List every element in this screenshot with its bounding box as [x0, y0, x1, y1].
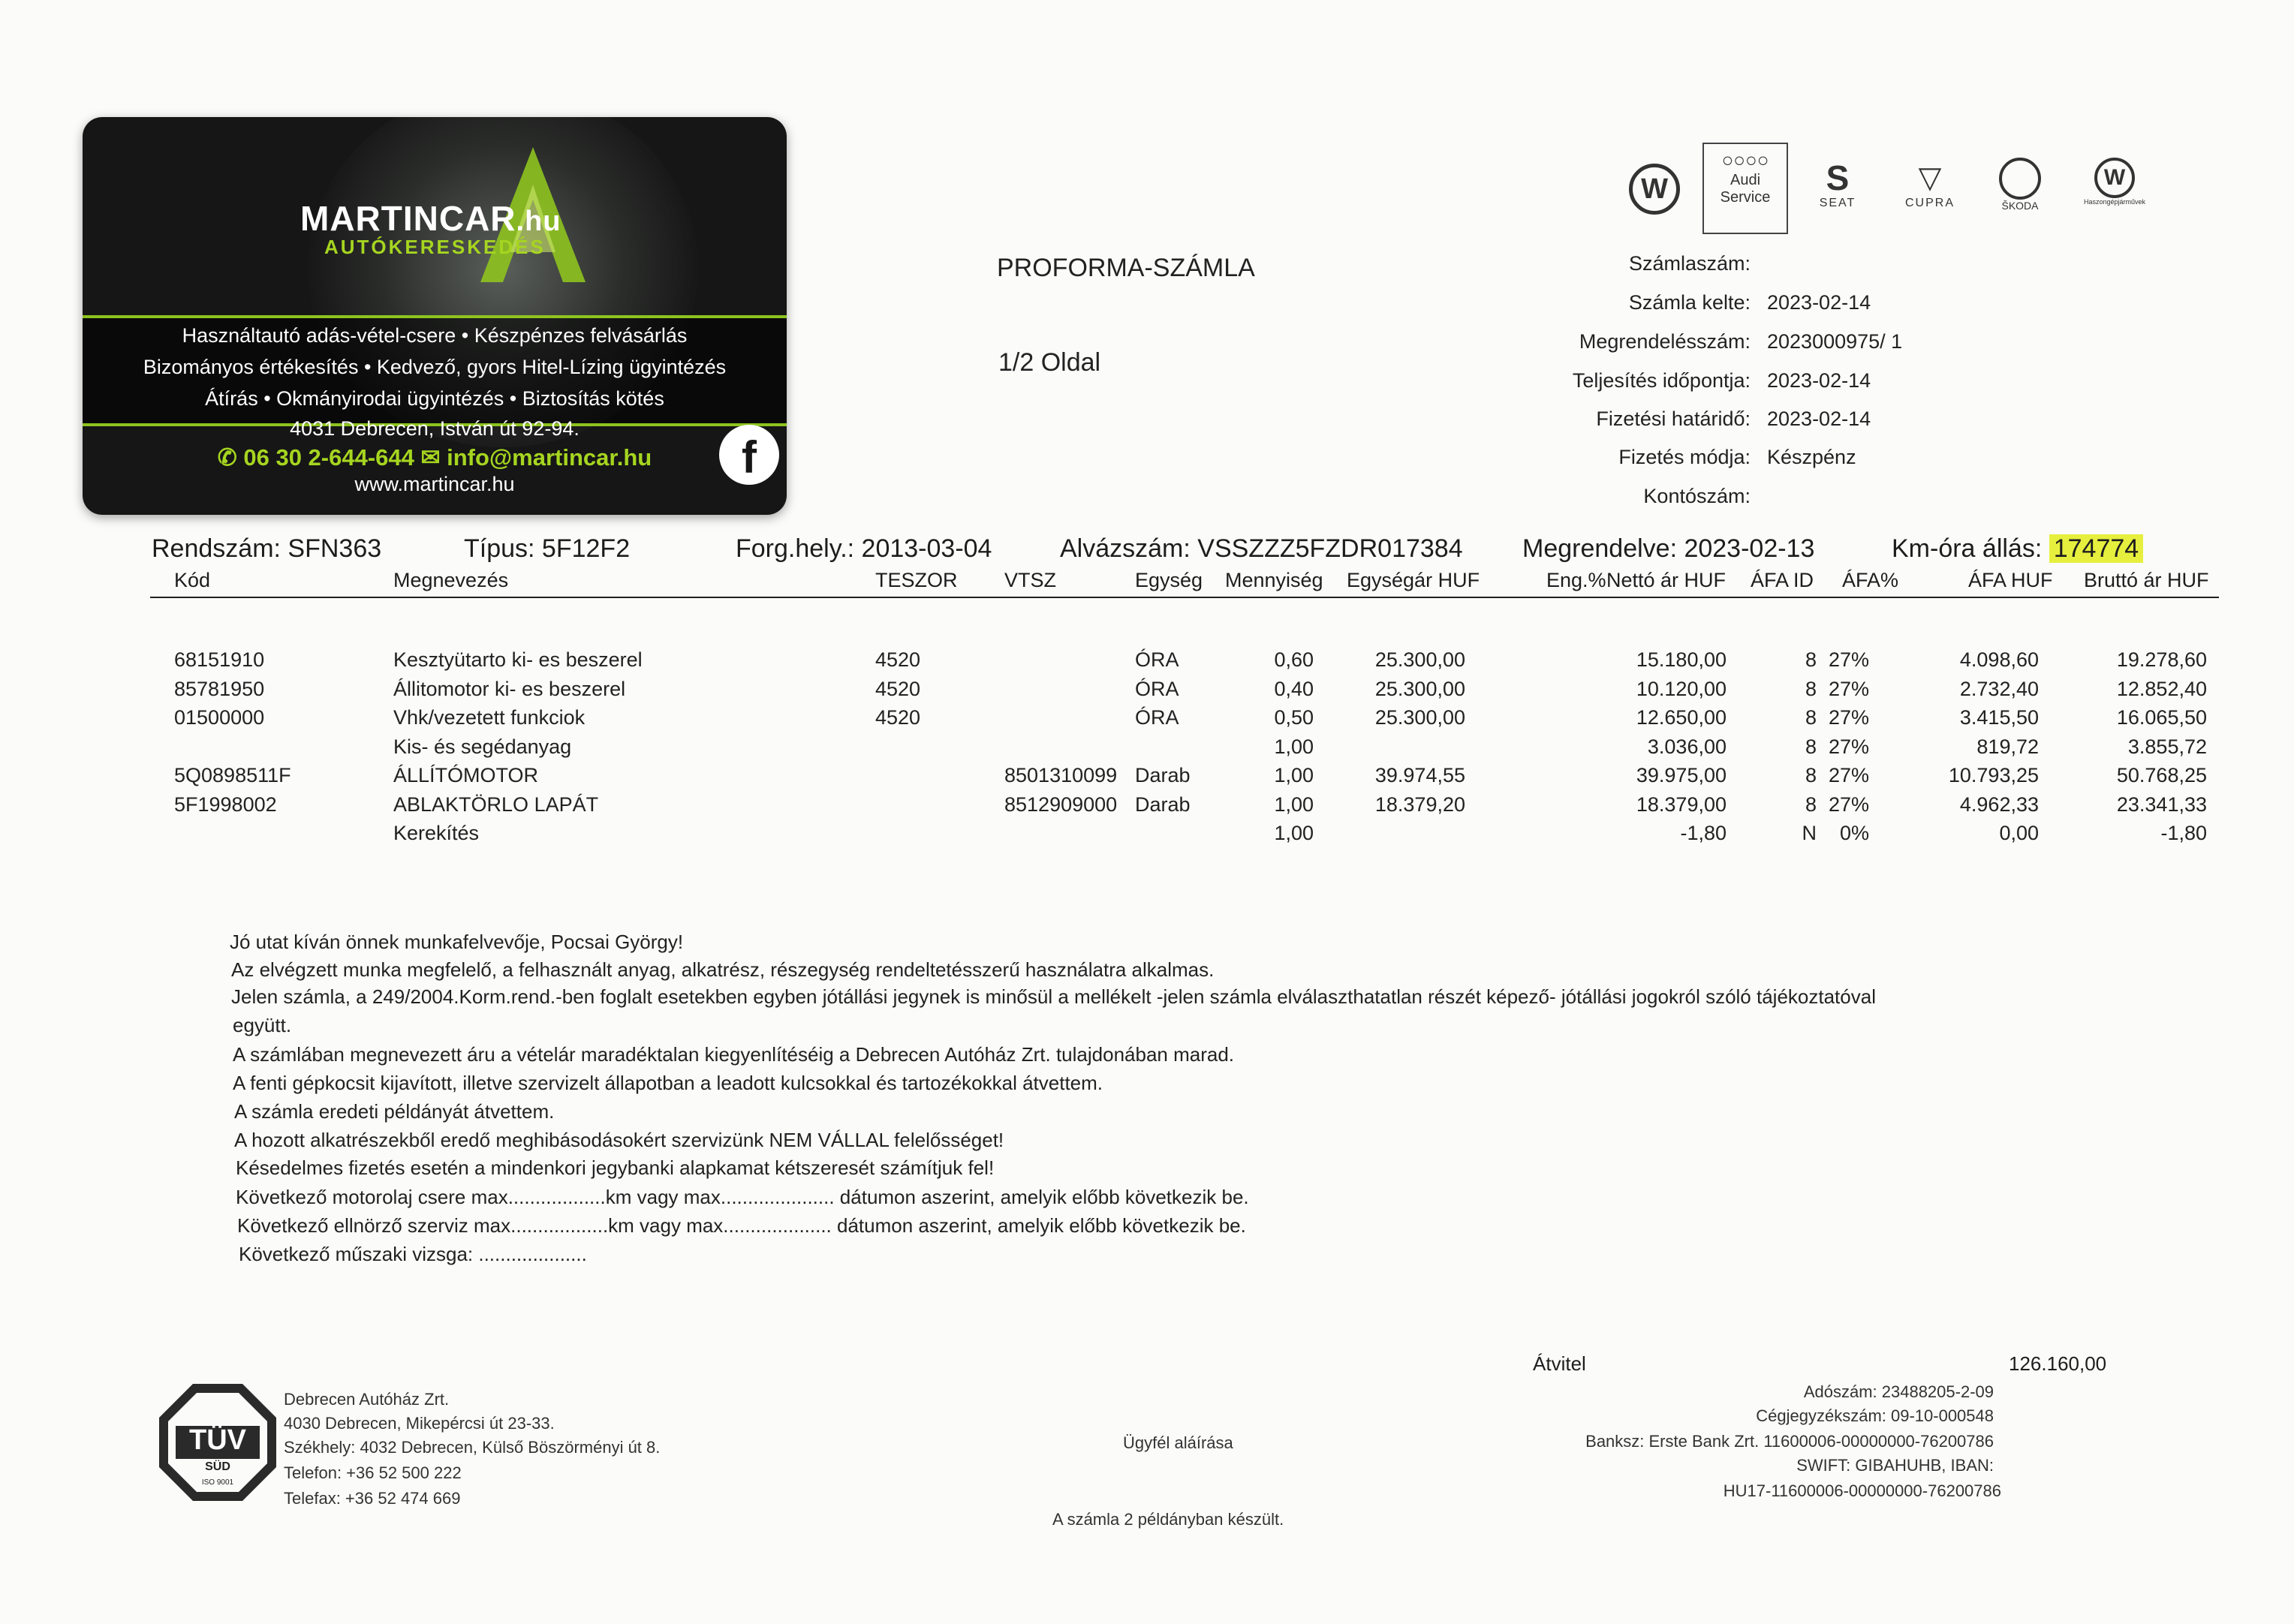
- note-line: A számlában megnevezett áru a vételár maradéktalan kiegyenlítéséig a Debrecen Autóház Zrt. tulajdonában marad.: [233, 1043, 1235, 1066]
- note-line: Következő motorolaj csere max..................km vagy max..................... dátumon aszerint, amelyik előbb következik be.: [236, 1186, 1249, 1208]
- cell-mennyiseg: 0,50: [1274, 706, 1314, 729]
- audi-label: Audi: [1730, 172, 1761, 188]
- cell-afa-pct: 27%: [1828, 706, 1869, 729]
- cell-teszor: 4520: [875, 706, 921, 729]
- meta-label: Számla kelte:: [1628, 291, 1751, 314]
- cell-kod: 85781950: [174, 677, 265, 700]
- iso-label: ISO 9001: [201, 1478, 234, 1487]
- cell-egyseg: ÓRA: [1135, 648, 1179, 671]
- cell-kod: 5F1998002: [174, 792, 277, 816]
- cell-afa-huf: 4.962,33: [1959, 792, 2039, 816]
- cell-egyseg: ÓRA: [1135, 677, 1179, 700]
- cell-afa-huf: 10.793,25: [1948, 764, 2039, 786]
- bank-line: Banksz: Erste Bank Zrt. 11600006-00000000-76200786: [1585, 1432, 1994, 1451]
- cupra-triangle-icon: ▽: [1918, 161, 1942, 194]
- cell-afa-pct: 27%: [1828, 764, 1869, 786]
- company-line: Telefax: +36 52 474 669: [284, 1489, 461, 1508]
- cell-netto: 15.180,00: [1636, 648, 1727, 671]
- card-service-line: Használtautó adás-vétel-csere • Készpénzes felvásárlás: [182, 324, 688, 347]
- company-line: 4030 Debrecen, Mikepércsi út 23-33.: [284, 1414, 555, 1433]
- cell-afa-huf: 2.732,40: [1959, 677, 2039, 700]
- meta-label: Számlaszám:: [1628, 252, 1751, 275]
- cell-teszor: 4520: [875, 648, 921, 671]
- meta-label: Megrendelésszám:: [1579, 330, 1751, 353]
- cell-afa-pct: 27%: [1828, 648, 1869, 671]
- cell-afa-id: 8: [1805, 792, 1817, 816]
- km-ora-allas: [1892, 534, 2143, 564]
- col-header-afa-id: ÁFA ID: [1751, 569, 1814, 591]
- cell-mennyiseg: 0,60: [1274, 648, 1314, 671]
- cell-vtsz: 8501310099: [1004, 764, 1118, 786]
- note-line: A hozott alkatrészekből eredő meghibásodásokért szervizünk NEM VÁLLAL felelősséget!: [234, 1129, 1004, 1151]
- audi-service-logo: [1702, 143, 1788, 234]
- note-line: A számla eredeti példányát átvettem.: [234, 1100, 555, 1123]
- meta-value: 2023-02-14: [1767, 408, 1871, 430]
- cell-netto: 10.120,00: [1636, 677, 1727, 700]
- cell-afa-pct: 0%: [1839, 822, 1869, 844]
- cell-megnevezes: Kesztyütarto ki- es beszerel: [393, 648, 643, 671]
- meta-label: Fizetési határidő:: [1596, 408, 1751, 430]
- cell-megnevezes: ABLAKTÖRLO LAPÁT: [393, 792, 599, 816]
- seat-label: SEAT: [1819, 197, 1856, 209]
- col-header-kod: Kód: [174, 569, 211, 591]
- forgalomba-helyezes: Forg.hely.: 2013-03-04: [736, 534, 992, 563]
- cell-kod: 5Q0898511F: [174, 764, 291, 786]
- cell-egysegar: 25.300,00: [1374, 706, 1465, 729]
- document-title: PROFORMA-SZÁMLA: [997, 254, 1255, 282]
- cell-megnevezes: Állitomotor ki- es beszerel: [393, 677, 626, 700]
- card-service-line: Bizományos értékesítés • Kedvező, gyors Hitel-Lízing ügyintézés: [143, 356, 727, 378]
- service-label: Service: [1720, 189, 1771, 206]
- card-subtitle: AUTÓKERESKEDÉS: [324, 236, 546, 258]
- km-label: Km-óra állás:: [1892, 534, 2043, 563]
- seat-s-icon: S: [1826, 158, 1850, 197]
- cell-afa-huf: 4.098,60: [1959, 648, 2039, 671]
- audi-rings-icon: ○○○○: [1721, 149, 1769, 171]
- rendszam: Rendszám: SFN363: [152, 534, 382, 563]
- cell-afa-id: 8: [1805, 648, 1817, 671]
- meta-label: Fizetés módja:: [1618, 446, 1751, 468]
- cell-egyseg: ÓRA: [1135, 706, 1179, 729]
- card-web: www.martincar.hu: [354, 473, 515, 495]
- cell-kod: 68151910: [174, 648, 265, 671]
- note-line: Jó utat kíván önnek munkafelvevője, Pocsai György!: [230, 931, 684, 953]
- company-line: Telefon: +36 52 500 222: [284, 1463, 462, 1482]
- cell-egysegar: 25.300,00: [1374, 677, 1465, 700]
- company-line: Székhely: 4032 Debrecen, Külső Böszörményi út 8.: [284, 1438, 661, 1457]
- note-line: A fenti gépkocsit kijavított, illetve szervizelt állapotban a leadott kulcsokkal és tartozékokkal átvettem.: [233, 1072, 1103, 1094]
- cupra-logo: [1889, 159, 1971, 210]
- note-line: Késedelmes fizetés esetén a mindenkori jegybanki alapkamat kétszeresét számítjuk fel!: [236, 1156, 995, 1179]
- cell-afa-huf: 0,00: [1999, 822, 2039, 844]
- cell-netto: 39.975,00: [1636, 764, 1727, 786]
- note-line: Következő ellnörző szerviz max..................km vagy max.................... dátumon aszerint, amelyik előbb következik be.: [237, 1214, 1246, 1237]
- meta-value: 2023-02-14: [1767, 369, 1871, 392]
- seat-logo: [1800, 159, 1875, 210]
- meta-label: Kontószám:: [1643, 485, 1751, 507]
- col-header-megnevezes: Megnevezés: [393, 569, 509, 591]
- card-service-line: Átírás • Okmányirodai ügyintézés • Biztosítás kötés: [205, 387, 664, 410]
- meta-value: 2023-02-14: [1767, 291, 1871, 314]
- business-card: [83, 117, 787, 515]
- megrendelve: Megrendelve: 2023-02-13: [1522, 534, 1815, 563]
- copies-note: A számla 2 példányban készült.: [1052, 1510, 1284, 1529]
- cell-brutto: 19.278,60: [2116, 648, 2207, 671]
- cell-afa-id: 8: [1805, 764, 1817, 786]
- cell-afa-id: 8: [1805, 735, 1817, 758]
- cell-afa-id: N: [1802, 822, 1817, 844]
- phone-icon: ✆: [217, 444, 237, 471]
- card-phone: 06 30 2-644-644: [243, 444, 414, 471]
- cell-brutto: 12.852,40: [2116, 677, 2207, 700]
- card-address: 4031 Debrecen, István út 92-94.: [290, 417, 580, 440]
- cell-vtsz: 8512909000: [1004, 792, 1118, 816]
- skoda-label: ŠKODA: [2001, 200, 2039, 212]
- meta-value: 2023000975/ 1: [1767, 330, 1903, 353]
- cell-megnevezes: ÁLLÍTÓMOTOR: [393, 764, 539, 786]
- bank-line: HU17-11600006-00000000-76200786: [1723, 1481, 2001, 1500]
- tuv-label: TÜV: [189, 1424, 246, 1456]
- cell-megnevezes: Vhk/vezetett funkciok: [393, 706, 586, 729]
- note-line: együtt.: [233, 1014, 292, 1036]
- vw-commercial-logo: [2066, 158, 2163, 206]
- skoda-circle-icon: [1999, 158, 2041, 200]
- bank-line: Adószám: 23488205-2-09: [1803, 1382, 1994, 1401]
- header-rule: [150, 597, 2219, 598]
- alvazszam: Alvázszám: VSSZZZ5FZDR017384: [1060, 534, 1463, 563]
- cell-kod: 01500000: [174, 706, 265, 729]
- cell-afa-huf: 3.415,50: [1959, 706, 2039, 729]
- cell-netto: 3.036,00: [1647, 735, 1727, 758]
- cell-netto: -1,80: [1680, 822, 1727, 844]
- col-header-afa-pct: ÁFA%: [1842, 569, 1899, 591]
- note-line: Az elvégzett munka megfelelő, a felhasznált anyag, alkatrész, részegység rendeltetésszerű használatra alkalmas.: [231, 958, 1215, 981]
- cell-netto: 18.379,00: [1636, 792, 1727, 816]
- km-value-highlighted: 174774: [2049, 534, 2143, 563]
- cell-mennyiseg: 1,00: [1274, 735, 1314, 758]
- cell-megnevezes: Kerekítés: [393, 822, 480, 844]
- facebook-icon: f: [719, 425, 779, 485]
- cell-teszor: 4520: [875, 677, 921, 700]
- col-header-mennyiseg: Mennyiség: [1225, 569, 1323, 591]
- cell-egysegar: 39.974,55: [1374, 764, 1465, 786]
- card-contact: [83, 444, 787, 471]
- atvitel-value: 126.160,00: [2009, 1352, 2107, 1375]
- col-header-brutto: Bruttó ár HUF: [2084, 569, 2209, 591]
- cupra-label: CUPRA: [1904, 197, 1955, 209]
- cell-mennyiseg: 1,00: [1274, 764, 1314, 786]
- mail-icon: ✉: [420, 444, 441, 471]
- vw-commercial-icon: W: [2094, 158, 2135, 198]
- meta-value: Készpénz: [1767, 446, 1856, 468]
- signature-label: Ügyfél aláírása: [1123, 1433, 1233, 1452]
- note-line: Jelen számla, a 249/2004.Korm.rend.-ben foglalt esetekben egyben jótállási jegynek is minősül a mellékelt -jelen számla elválaszthatatlan részét képező- jótállási jogokról szóló tájékoztatóval: [231, 985, 1876, 1008]
- col-header-egyseg: Egység: [1135, 569, 1203, 591]
- cell-brutto: 50.768,25: [2116, 764, 2207, 786]
- cell-mennyiseg: 0,40: [1274, 677, 1314, 700]
- cell-egysegar: 18.379,20: [1374, 792, 1465, 816]
- tipus: Típus: 5F12F2: [464, 534, 631, 563]
- atvitel-label: Átvitel: [1533, 1352, 1586, 1375]
- page-number: 1/2 Oldal: [998, 348, 1101, 377]
- skoda-logo: [1986, 158, 2054, 212]
- bank-line: SWIFT: GIBAHUHB, IBAN:: [1796, 1456, 1994, 1475]
- meta-label: Teljesítés időpontja:: [1572, 369, 1751, 392]
- cell-egyseg: Darab: [1135, 764, 1191, 786]
- cell-netto: 12.650,00: [1636, 706, 1727, 729]
- cell-afa-id: 8: [1805, 677, 1817, 700]
- cell-afa-pct: 27%: [1828, 735, 1869, 758]
- note-line: Következő műszaki vizsga: ....................: [239, 1243, 587, 1265]
- cell-afa-huf: 819,72: [1976, 735, 2039, 758]
- col-header-teszor: TESZOR: [875, 569, 958, 591]
- col-header-afa-huf: ÁFA HUF: [1968, 569, 2053, 591]
- cell-mennyiseg: 1,00: [1274, 822, 1314, 844]
- vw-commercial-label: Haszongépjárművek: [2083, 198, 2146, 206]
- cell-brutto: 16.065,50: [2116, 706, 2207, 729]
- card-email: info@martincar.hu: [447, 444, 652, 471]
- cell-brutto: 3.855,72: [2127, 735, 2207, 758]
- cell-brutto: 23.341,33: [2116, 792, 2207, 816]
- col-header-netto: Nettó ár HUF: [1606, 569, 1727, 591]
- cell-brutto: -1,80: [2160, 822, 2207, 844]
- cell-megnevezes: Kis- és segédanyag: [393, 735, 572, 758]
- sud-label: SÜD: [205, 1460, 230, 1473]
- cell-mennyiseg: 1,00: [1274, 792, 1314, 816]
- cell-afa-id: 8: [1805, 706, 1817, 729]
- col-header-eng: Eng.%: [1546, 569, 1606, 591]
- bank-line: Cégjegyzékszám: 09-10-000548: [1756, 1406, 1994, 1425]
- cell-afa-pct: 27%: [1828, 677, 1869, 700]
- company-line: Debrecen Autóház Zrt.: [284, 1390, 450, 1409]
- cell-egyseg: Darab: [1135, 792, 1191, 816]
- vw-logo-icon: W: [1629, 164, 1680, 215]
- card-brand: MARTINCAR.hu: [300, 199, 561, 238]
- cell-afa-pct: 27%: [1828, 792, 1869, 816]
- col-header-vtsz: VTSZ: [1004, 569, 1057, 591]
- col-header-egysegar: Egységár HUF: [1347, 569, 1480, 591]
- cell-egysegar: 25.300,00: [1374, 648, 1465, 671]
